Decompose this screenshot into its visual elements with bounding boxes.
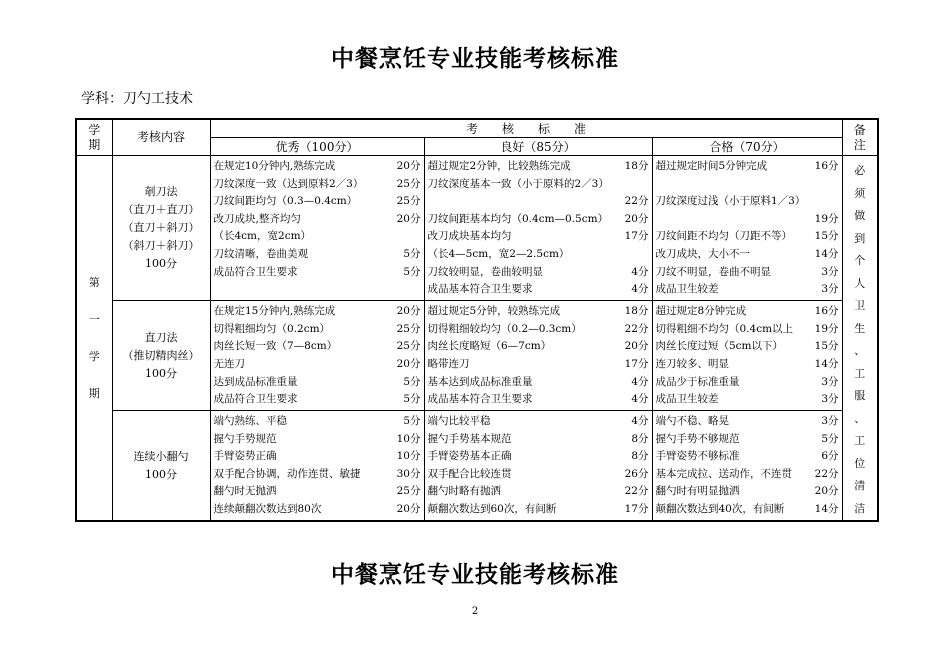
criterion-item — [656, 246, 839, 264]
criterion-item — [656, 176, 839, 194]
remarks-char: 工 — [854, 434, 866, 447]
term-cell: 第 一 学 期 — [76, 156, 112, 522]
criterion-text: 双手配合比较连贯 — [427, 467, 512, 480]
criterion-item — [428, 193, 649, 211]
criterion-text: 改刀成块,整齐均匀 — [213, 212, 301, 225]
criterion-item — [214, 483, 421, 501]
criterion-text: 基本达到成品标准重量 — [427, 375, 533, 388]
criterion-item — [656, 228, 839, 246]
criterion-text: 刀纹间距不均匀（刀距不等） — [655, 230, 792, 243]
criterion-score: 22分 — [814, 467, 839, 480]
remarks-char: 卫 — [854, 299, 866, 312]
criterion-text: 切得粗细均匀（0.2cm） — [213, 322, 331, 335]
criterion-item — [428, 431, 649, 449]
criterion-score: 19分 — [814, 212, 839, 225]
criterion-text: 翻勺时略有抛洒 — [427, 485, 501, 498]
criterion-score — [647, 176, 649, 194]
criterion-text: （长4cm，宽2cm） — [213, 230, 312, 243]
criteria-pass — [652, 411, 842, 521]
criterion-text: 改刀成块，大小不一 — [655, 247, 750, 260]
criterion-score: 4分 — [631, 375, 649, 388]
criterion-item — [656, 483, 839, 501]
criterion-text: 手臂姿势正确 — [213, 450, 277, 463]
category-line: （推切精肉丝） — [122, 348, 200, 362]
criterion-score: 3分 — [821, 393, 839, 406]
criterion-score: 20分 — [624, 212, 649, 225]
criterion-item — [428, 356, 649, 374]
criterion-text: 切得粗细不均匀（0.4cm以上 — [655, 322, 794, 335]
criterion-text: 基本完成拉、送动作，不连贯 — [655, 467, 792, 480]
remarks-char: 必 — [854, 164, 866, 177]
criterion-item — [656, 264, 839, 282]
criterion-text: 连续颠翻次数达到80次 — [213, 503, 322, 516]
criterion-score — [419, 228, 421, 246]
criterion-item — [656, 321, 839, 339]
criterion-text: 翻勺时有明显抛洒 — [655, 485, 740, 498]
remarks-char: 人 — [854, 276, 866, 290]
criterion-score: 20分 — [396, 160, 421, 172]
criterion-item — [214, 246, 421, 264]
criterion-item — [656, 374, 839, 392]
criterion-score: 5分 — [403, 393, 421, 406]
header-content: 考核内容 — [112, 119, 210, 156]
criterion-item — [214, 211, 421, 229]
criterion-text: 成品基本符合卫生要求 — [427, 393, 533, 406]
criterion-item — [656, 501, 839, 519]
criterion-text: 端勺不稳、略晃 — [655, 415, 729, 428]
criterion-score: 20分 — [624, 340, 649, 353]
criterion-score: 8分 — [631, 450, 649, 463]
criterion-item — [428, 483, 649, 501]
header-pass: 合格（70分） — [652, 138, 842, 156]
criterion-item — [428, 374, 649, 392]
criterion-score: 20分 — [814, 485, 839, 498]
criterion-score: 4分 — [631, 265, 649, 278]
criterion-text: 超过规定5分钟，较熟练完成 — [427, 305, 561, 318]
criterion-item — [428, 228, 649, 246]
criterion-score: 3分 — [821, 415, 839, 428]
criterion-item — [214, 374, 421, 392]
criterion-score: 20分 — [396, 357, 421, 370]
criterion-item — [656, 356, 839, 374]
criteria-pass — [652, 301, 842, 411]
remarks-char: 做 — [854, 209, 866, 222]
criterion-text: 刀纹深度过浅（小于原料1／3） — [655, 195, 806, 208]
criterion-score: 16分 — [814, 160, 839, 172]
page-title: 中餐烹饪专业技能考核标准 — [331, 46, 619, 72]
criterion-score: 15分 — [814, 340, 839, 353]
criterion-text: 翻勺时无抛洒 — [213, 485, 277, 498]
criterion-score: 14分 — [814, 247, 839, 260]
criterion-score — [837, 193, 839, 211]
category-line: 100分 — [145, 257, 177, 271]
criterion-text: 端勺熟练、平稳 — [213, 415, 287, 428]
criterion-item — [428, 158, 649, 176]
criterion-score: 10分 — [396, 432, 421, 445]
criterion-item — [214, 466, 421, 484]
criterion-item — [214, 431, 421, 449]
criterion-text: 刀纹间距基本均匀（0.4cm—0.5cm） — [427, 212, 609, 225]
criterion-text: 成品基本符合卫生要求 — [427, 283, 533, 296]
category-line: 100分 — [145, 366, 177, 380]
remarks-char: 工 — [854, 366, 866, 380]
criterion-text: 达到成品标准重量 — [213, 375, 298, 388]
criterion-text: 握勺手势规范 — [213, 432, 277, 445]
criterion-item — [656, 431, 839, 449]
criterion-score: 10分 — [396, 450, 421, 463]
remarks-char: 生 — [854, 321, 866, 335]
criterion-score: 5分 — [821, 432, 839, 445]
criterion-text: 刀纹清晰，卷曲美观 — [213, 247, 308, 260]
criterion-score: 25分 — [396, 177, 421, 190]
remarks-char: 、 — [854, 344, 866, 357]
criterion-score — [837, 176, 839, 194]
assessment-table — [75, 118, 879, 522]
criterion-text: 颠翻次数达到40次，有间断 — [655, 503, 785, 516]
criterion-text: 略带连刀 — [427, 357, 470, 370]
criterion-text: 成品符合卫生要求 — [213, 393, 298, 406]
criterion-score: 17分 — [624, 230, 649, 243]
category-cell — [112, 411, 210, 521]
criterion-item — [428, 281, 649, 299]
criterion-item — [428, 501, 649, 519]
criterion-text: 握勺手势不够规范 — [655, 432, 740, 445]
criterion-score: 14分 — [814, 503, 839, 516]
criterion-item — [656, 466, 839, 484]
criterion-text: 在规定10分钟内,熟练完成 — [213, 160, 336, 172]
criterion-item — [214, 448, 421, 466]
criterion-score: 25分 — [396, 485, 421, 498]
criteria-good — [424, 156, 652, 301]
criterion-item — [214, 391, 421, 409]
criterion-text: 刀纹深度一致（达到原料2／3） — [213, 177, 364, 190]
criterion-text: 肉丝长度略短（6—7cm） — [427, 340, 552, 353]
criterion-text: 成品卫生较差 — [655, 393, 719, 406]
criterion-score: 17分 — [624, 503, 649, 516]
category-line: 直刀法 — [144, 330, 178, 344]
criterion-text: 刀纹深度基本一致（小于原料的2／3） — [427, 177, 609, 190]
criteria-excellent — [210, 156, 424, 301]
criterion-text: 成品少于标准重量 — [655, 375, 740, 388]
criterion-score: 18分 — [624, 160, 649, 172]
criterion-score: 14分 — [814, 357, 839, 370]
criterion-item — [214, 158, 421, 176]
remarks-char: 须 — [854, 186, 866, 200]
remarks-char: 位 — [854, 456, 866, 470]
criterion-text: 超过规定2分钟，比较熟练完成 — [427, 160, 571, 172]
remarks-cell — [842, 156, 878, 522]
criterion-item — [428, 413, 649, 431]
criterion-score: 6分 — [821, 450, 839, 463]
criterion-item — [428, 211, 649, 229]
criterion-text: 改刀成块基本均匀 — [427, 230, 512, 243]
criterion-score: 20分 — [396, 305, 421, 318]
criterion-text: 超过规定8分钟完成 — [655, 305, 747, 318]
criterion-score: 17分 — [624, 357, 649, 370]
criterion-item — [656, 391, 839, 409]
remarks-char: 洁 — [854, 501, 866, 515]
criteria-excellent — [210, 411, 424, 521]
criterion-item — [656, 211, 839, 229]
criterion-score: 5分 — [403, 375, 421, 388]
criterion-item — [428, 391, 649, 409]
criterion-score: 5分 — [403, 265, 421, 278]
criterion-score: 4分 — [631, 283, 649, 296]
header-good: 良好（85分） — [424, 138, 652, 156]
category-line: 剞刀法 — [144, 185, 178, 199]
page-number: 2 — [471, 606, 479, 617]
criterion-text: 连刀较多、明显 — [655, 357, 729, 370]
criterion-score: 3分 — [821, 265, 839, 278]
criterion-item — [428, 321, 649, 339]
criterion-text: 超过规定时间5分钟完成 — [655, 160, 768, 172]
header-term: 学 期 — [76, 119, 112, 156]
criterion-text: 刀纹较明显，卷曲较明显 — [427, 265, 543, 278]
category-cell — [112, 301, 210, 411]
criterion-score: 19分 — [814, 322, 839, 335]
criterion-item — [428, 264, 649, 282]
criterion-text: 肉丝长短一致（7—8cm） — [213, 340, 338, 353]
criteria-pass — [652, 156, 842, 301]
criterion-score: 3分 — [821, 375, 839, 388]
criterion-score — [647, 246, 649, 264]
criterion-item — [214, 413, 421, 431]
header-excellent: 优秀（100分） — [210, 138, 424, 156]
criterion-item — [214, 501, 421, 519]
criterion-item — [428, 338, 649, 356]
criterion-item — [428, 176, 649, 194]
criterion-item — [656, 448, 839, 466]
criterion-text: 握勺手势基本规范 — [427, 432, 512, 445]
criterion-score: 5分 — [403, 247, 421, 260]
category-line: 连续小翻勺 — [133, 449, 189, 463]
criterion-text: 肉丝长度过短（5cm以下） — [655, 340, 784, 353]
criterion-item — [656, 193, 839, 211]
category-line: 100分 — [145, 467, 177, 481]
remarks-char: 、 — [854, 411, 866, 425]
criterion-text: （长4—5cm，宽2—2.5cm） — [427, 247, 570, 260]
criteria-good — [424, 411, 652, 521]
page-title-repeat: 中餐烹饪专业技能考核标准 — [331, 562, 619, 588]
criterion-score: 26分 — [624, 467, 649, 480]
category-line: （斜刀＋斜刀） — [122, 239, 200, 253]
criterion-score: 25分 — [396, 322, 421, 335]
category-cell — [112, 156, 210, 301]
criterion-text: 手臂姿势基本正确 — [427, 450, 512, 463]
criterion-item — [656, 158, 839, 176]
criteria-good — [424, 301, 652, 411]
criterion-text: 端勺比较平稳 — [427, 415, 491, 428]
criterion-text: 在规定15分钟内,熟练完成 — [213, 305, 336, 318]
criteria-excellent — [210, 301, 424, 411]
criterion-item — [428, 466, 649, 484]
criterion-score: 25分 — [396, 340, 421, 353]
criterion-score: 22分 — [624, 195, 649, 208]
criterion-item — [214, 264, 421, 282]
criterion-score: 30分 — [396, 467, 421, 480]
criterion-score: 18分 — [624, 305, 649, 318]
criterion-item — [656, 281, 839, 299]
criterion-item — [656, 413, 839, 431]
criterion-text: 刀纹不明显，卷曲不明显 — [655, 265, 771, 278]
criterion-item — [214, 193, 421, 211]
criterion-score: 20分 — [396, 212, 421, 225]
criterion-score: 22分 — [624, 485, 649, 498]
criterion-score: 20分 — [396, 503, 421, 516]
criterion-score: 5分 — [403, 415, 421, 428]
remarks-char: 服 — [854, 389, 866, 402]
criterion-score: 15分 — [814, 230, 839, 243]
criterion-text: 双手配合协调，动作连贯、敏捷 — [213, 467, 361, 480]
criterion-text: 切得粗细较均匀（0.2—0.3cm） — [427, 322, 582, 335]
criterion-score: 8分 — [631, 432, 649, 445]
criterion-text: 成品卫生较差 — [655, 283, 719, 296]
header-remarks: 备 注 — [842, 119, 878, 156]
subject-label: 学科：刀勺工技术 — [81, 91, 193, 107]
criterion-text: 手臂姿势不够标准 — [655, 450, 740, 463]
criterion-item — [214, 356, 421, 374]
criterion-item — [214, 338, 421, 356]
criterion-text: 颠翻次数达到60次，有间断 — [427, 503, 557, 516]
criterion-item — [214, 303, 421, 321]
criterion-score: 4分 — [631, 393, 649, 406]
remarks-char: 个 — [854, 254, 866, 267]
criterion-item — [428, 448, 649, 466]
criterion-item — [214, 176, 421, 194]
criterion-score: 4分 — [631, 415, 649, 428]
criterion-text: 刀纹间距均匀（0.3—0.4cm） — [213, 195, 358, 208]
criterion-score: 22分 — [624, 322, 649, 335]
remarks-char: 到 — [854, 231, 866, 245]
criterion-score: 16分 — [814, 305, 839, 318]
criterion-item — [428, 303, 649, 321]
criterion-item — [428, 246, 649, 264]
category-line: （直刀＋直刀） — [122, 203, 200, 217]
criterion-text: 成品符合卫生要求 — [213, 265, 298, 278]
header-standard: 考 核 标 准 — [210, 119, 842, 138]
criterion-item — [214, 228, 421, 246]
criterion-score: 3分 — [821, 283, 839, 296]
criterion-item — [214, 321, 421, 339]
criterion-score: 25分 — [396, 195, 421, 208]
category-line: （直刀＋斜刀） — [122, 221, 200, 235]
criterion-text: 无连刀 — [213, 357, 245, 370]
criterion-item — [656, 338, 839, 356]
criterion-item — [656, 303, 839, 321]
remarks-char: 清 — [854, 479, 866, 492]
